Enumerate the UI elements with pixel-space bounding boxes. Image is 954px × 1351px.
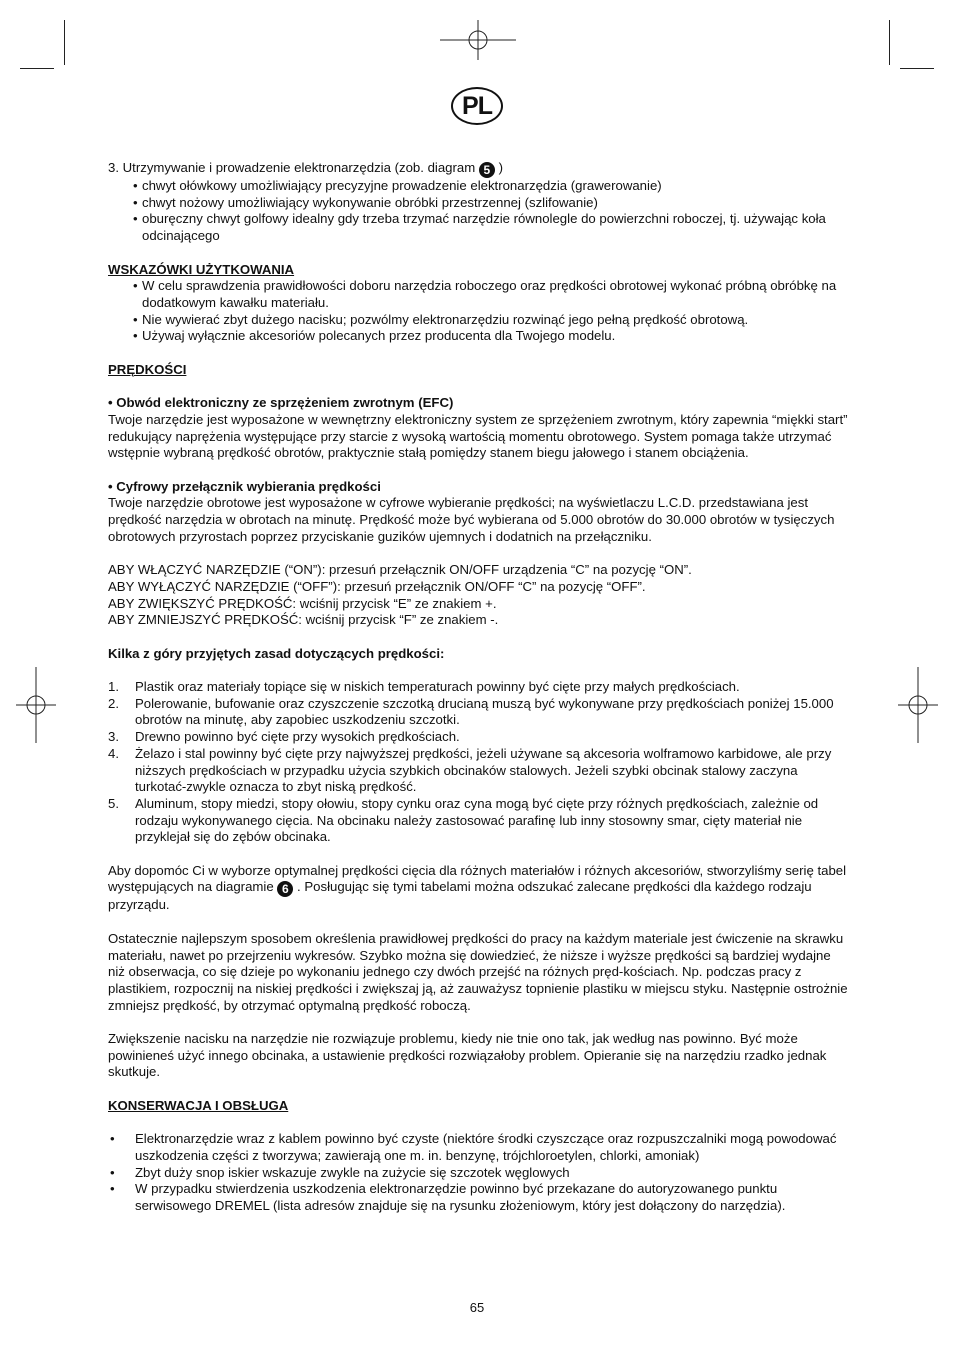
list-item: • Używaj wyłącznie akcesoriów polecanych przez producenta dla Twojego modelu. bbox=[133, 328, 616, 344]
speed-rules-heading: Kilka z góry przyjętych zasad dotyczących prędkości: bbox=[108, 645, 445, 661]
tables-paragraph: Aby dopomóc Ci w wyborze optymalnej prędkości cięcia dla różnych materiałów i różnych akcesoriów, stworzyliśmy serię tabel występujących na diagramie 6 . Posługując się tymi tabelami można odszukać zalecane prędkości dla każdego rodzaju przyrządu. bbox=[108, 862, 847, 913]
efc-paragraph: Twoje narzędzie jest wyposażone w wewnętrzny elektroniczny system ze sprzężeniem zwrotnym, który zapewnia “miękki start” redukujący naprężenia występujące przy starcie z wysoką wartością momentu obrotowego. System pomaga także utrzymać wstępnie wybraną prędkość obrotów, praktycznie stałą pomiędzy stanem biegu jałowego i stanem obciążenia. bbox=[108, 411, 848, 461]
rule-item: 2. Polerowanie, bufowanie oraz czyszczenie szczotką drucianą muszą być wykonywane przy prędkościach poniżej 15.000 obrotów na minutę, aby zapobiec uszkodzeniu szczotki. bbox=[108, 695, 834, 728]
crop-mark-top-left-vertical bbox=[64, 20, 65, 65]
section-3-title: 3. Utrzymywanie i prowadzenie elektronarzędzia (zob. diagram 5 ) bbox=[108, 160, 503, 177]
rule-item: 3. Drewno powinno być cięte przy wysokich prędkościach. bbox=[108, 729, 460, 745]
pressure-paragraph: Zwiększenie nacisku na narzędzie nie rozwiązuje problemu, kiedy nie tnie ono tak, jak według nas powinno. Być może powinieneś użyć innego obcinaka, a ustawienie prędkości rozwiązałoby problem. Opieranie się na narzędziu rzadko jednak skutkuje. bbox=[108, 1031, 827, 1080]
rule-item: 1. Plastik oraz materiały topiące się w niskich temperaturach powinny być cięte przy małych prędkościach. bbox=[108, 678, 740, 694]
rule-item: 5. Aluminum, stopy miedzi, stopy ołowiu, stopy cynku oraz cyna mogą być cięte przy różnych prędkościach, zależnie od rodzaju wykonywanego cięcia. Na obcinaku należy zastosować parafinę lub inny stosowny smar, cięty materiał nie przyklejał się do zębów obcinaka. bbox=[108, 795, 819, 845]
list-item: • W przypadku stwierdzenia uszkodzenia elektronarzędzie powinno być przekazane do autoryzowanego punktu serwisowego DREMEL (lista adresów znajduje się na rysunku złożeniowym, który jest dołączony do narzędzia). bbox=[110, 1181, 786, 1213]
list-item: • chwyt ołówkowy umożliwiający precyzyjne prowadzenie elektronarzędzia (grawerowanie) bbox=[133, 178, 662, 193]
instruction-line: ABY ZWIĘKSZYĆ PRĘDKOŚĆ: wciśnij przycisk “E” ze znakiem +. bbox=[108, 595, 497, 611]
page-number: 65 bbox=[469, 1300, 485, 1315]
diagram-6-icon: 6 bbox=[277, 881, 293, 897]
list-item: • Elektronarzędzie wraz z kablem powinno być czyste (niektóre środki czyszczące oraz rozpuszczalniki mogą powodować uszkodzenia części z tworzywa; zawierają one m. in. benzynę, trójchloroetylen, chlorki, amoniak) bbox=[110, 1131, 837, 1163]
best-way-paragraph: Ostatecznie najlepszym sposobem określenia prawidłowej prędkości do pracy na każdym materiale jest ćwiczenie na skrawku materiału, nawet po przejrzeniu wykresów. Szybko można się dowiedzieć, że niższe i wyższe prędkości są bardziej wydajne niż obserwacja, co się dzieje po wykonaniu jednego czy dwóch przejść na różnych pręd-kościach. Np. podczas pracy z plastikiem, rozpocznij na niskiej prędkości i zwiększaj ją, aż zauważysz topnienie plastiku w miejscu styku. Następnie ostrożnie zmniejsz prędkość, by otrzymać optymalną prędkość roboczą. bbox=[108, 930, 848, 1013]
instruction-line: ABY ZMNIEJSZYĆ PRĘDKOŚĆ: wciśnij przycisk “F” ze znakiem -. bbox=[108, 612, 499, 628]
digital-switch-paragraph: Twoje narzędzie obrotowe jest wyposażone w cyfrowe wybieranie prędkości; na wyświetlaczu L.C.D. przedstawiana jest prędkość narzędzia w obrotach na minutę. Prędkość może być wybierana od 5.000 obrotów do 30.000 obrotów w tysięczych obrotowych przyrostach poprzez przyciskanie guzików ujemnych i dodatnich na przełączniku. bbox=[108, 495, 835, 544]
list-item: • chwyt nożowy umożliwiający wykonywanie obróbki przestrzennej (szlifowanie) bbox=[133, 194, 598, 210]
list-item: • Zbyt duży snop iskier wskazuje zwykle na zużycie się szczotek węglowych bbox=[110, 1164, 570, 1180]
crop-mark-top-right-vertical bbox=[889, 20, 890, 65]
registration-mark-right bbox=[898, 667, 938, 743]
usage-tips-heading: WSKAZÓWKI UŻYTKOWANIA bbox=[108, 261, 295, 277]
instruction-line: ABY WYŁĄCZYĆ NARZĘDZIE (“OFF”): przesuń przełącznik ON/OFF “C” na pozycję “OFF”. bbox=[108, 578, 646, 594]
list-item: • Nie wywierać zbyt dużego nacisku; pozwólmy elektronarzędziu rozwinąć jego pełną prędkość obrotową. bbox=[133, 311, 749, 327]
crop-mark-top-left-horizontal bbox=[20, 68, 54, 69]
efc-subheading: • Obwód elektroniczny ze sprzężeniem zwrotnym (EFC) bbox=[108, 395, 454, 411]
digital-switch-subheading: • Cyfrowy przełącznik wybierania prędkości bbox=[108, 478, 381, 494]
registration-mark-left bbox=[16, 667, 56, 743]
maintenance-heading: KONSERWACJA I OBSŁUGA bbox=[108, 1097, 289, 1113]
registration-mark-top bbox=[440, 20, 516, 60]
language-badge: PL bbox=[451, 87, 503, 125]
crop-mark-top-right-horizontal bbox=[900, 68, 934, 69]
instruction-line: ABY WŁĄCZYĆ NARZĘDZIE (“ON”): przesuń przełącznik ON/OFF urządzenia “C” na pozycję “ON”. bbox=[108, 562, 692, 578]
speeds-heading: PRĘDKOŚCI bbox=[108, 361, 187, 377]
list-item: • oburęczny chwyt golfowy idealny gdy trzeba trzymać narzędzie równolegle do powierzchni roboczej, tj. używając koła odcinającego bbox=[133, 211, 826, 244]
main-content bbox=[108, 160, 848, 1215]
rule-item: 4. Żelazo i stal powinny być cięte przy najwyższej prędkości, jeżeli używane są akcesoria wolframowo karbidowe, ale przy niższych prędkościach w przypadku użycia szybkich obcinaków stalowych. Jeżeli szybki obcinak stalowy zaczyna turkotać-zwykle oznacza to zbyt niską prędkość. bbox=[108, 745, 832, 795]
list-item: • W celu sprawdzenia prawidłowości doboru narzędzia roboczego oraz prędkości obrotowej wykonać próbną obróbkę na dodatkowym kawałku materiału. bbox=[133, 278, 837, 310]
diagram-5-icon: 5 bbox=[479, 162, 495, 178]
